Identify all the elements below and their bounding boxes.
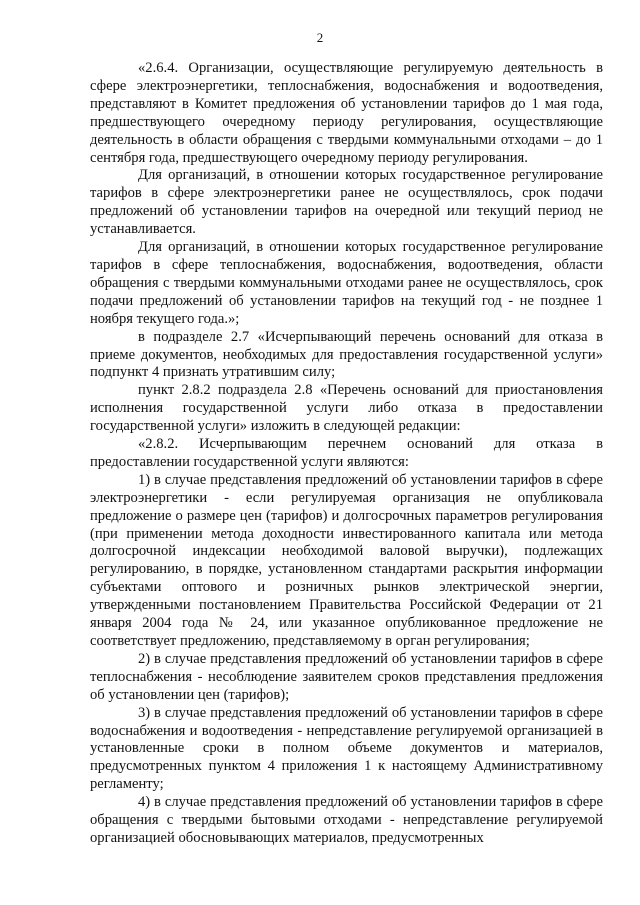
paragraph-point-2-8-2: пункт 2.8.2 подраздела 2.8 «Перечень оснований для приостановления исполнения государственной услуги либо отказа в предоставлении государственной услуги» изложить в следующей редакции: [90,382,603,435]
list-item-4-waste: 4) в случае представления предложений об установлении тарифов в сфере обращения с твердыми бытовыми отходами - непредставление регулируемой организацией обосновывающих материалов, предусмотренных [90,794,603,846]
paragraph-heat-water-deadline: Для организаций, в отношении которых государственное регулирование тарифов в сфере теплоснабжения, водоснабжения, водоотведения, области обращения с твердыми коммунальными отходами ранее не осуществлялось, срок подачи предложений об установлении тарифов на текущий год - не позднее 1 ноября текущего года.»; [90,239,603,327]
list-item-1-electricity: 1) в случае представления предложений об установлении тарифов в сфере электроэнергетики - если регулируемая организация не опубликовала предложение о размере цен (тарифов) и долгосрочных параметров регулирования (при применении метода доходности инвестированного капитала или метода долгосрочной индексации необходимой валовой выручки), подлежащих регулированию, в порядке, установленном стандартами раскрытия информации субъектами оптового и розничных рынков электрической энергии, утвержденными постановлением Правительства Российской Федерации от 21 января 2004 года № 24, или указанное опубликованное предложение не соответствует предложению, представляемому в орган регулирования; [90,471,603,649]
list-item-2-heat: 2) в случае представления предложений об установлении тарифов в сфере теплоснабжения - несоблюдение заявителем сроков представления предложения об установлении цен (тарифов); [90,650,603,703]
paragraph-2-6-4: «2.6.4. Организации, осуществляющие регулируемую деятельность в сфере электроэнергетики, теплоснабжения, водоснабжения и водоотведения, представляют в Комитет предложения об установлении тарифов до 1 мая года, предшествующего очередному периоду регулирования, осуществляющие деятельность в области обращения с твердыми коммунальными отходами – до 1 сентября года, предшествующего очередному периоду регулирования. [90,60,603,166]
paragraph-2-8-2-intro: «2.8.2. Исчерпывающим перечнем оснований для отказа в предоставлении государственной услуги являются: [90,436,603,470]
page-number: 2 [316,30,324,45]
paragraph-electricity-deadline: Для организаций, в отношении которых государственное регулирование тарифов в сфере электроэнергетики ранее не осуществлялось, срок подачи предложений об установлении тарифов на очередной или текущий период не устанавливается. [90,167,603,238]
document-body [90,60,603,848]
paragraph-subsection-2-7: в подразделе 2.7 «Исчерпывающий перечень оснований для отказа в приеме документов, необходимых для предоставления государственной услуги» подпункт 4 признать утратившим силу; [90,328,603,381]
list-item-3-water: 3) в случае представления предложений об установлении тарифов в сфере водоснабжения и водоотведения - непредставление регулируемой организацией в установленные сроки в полном объеме документов и материалов, предусмотренных пунктом 4 приложения 1 к настоящему Административному регламенту; [90,704,603,793]
